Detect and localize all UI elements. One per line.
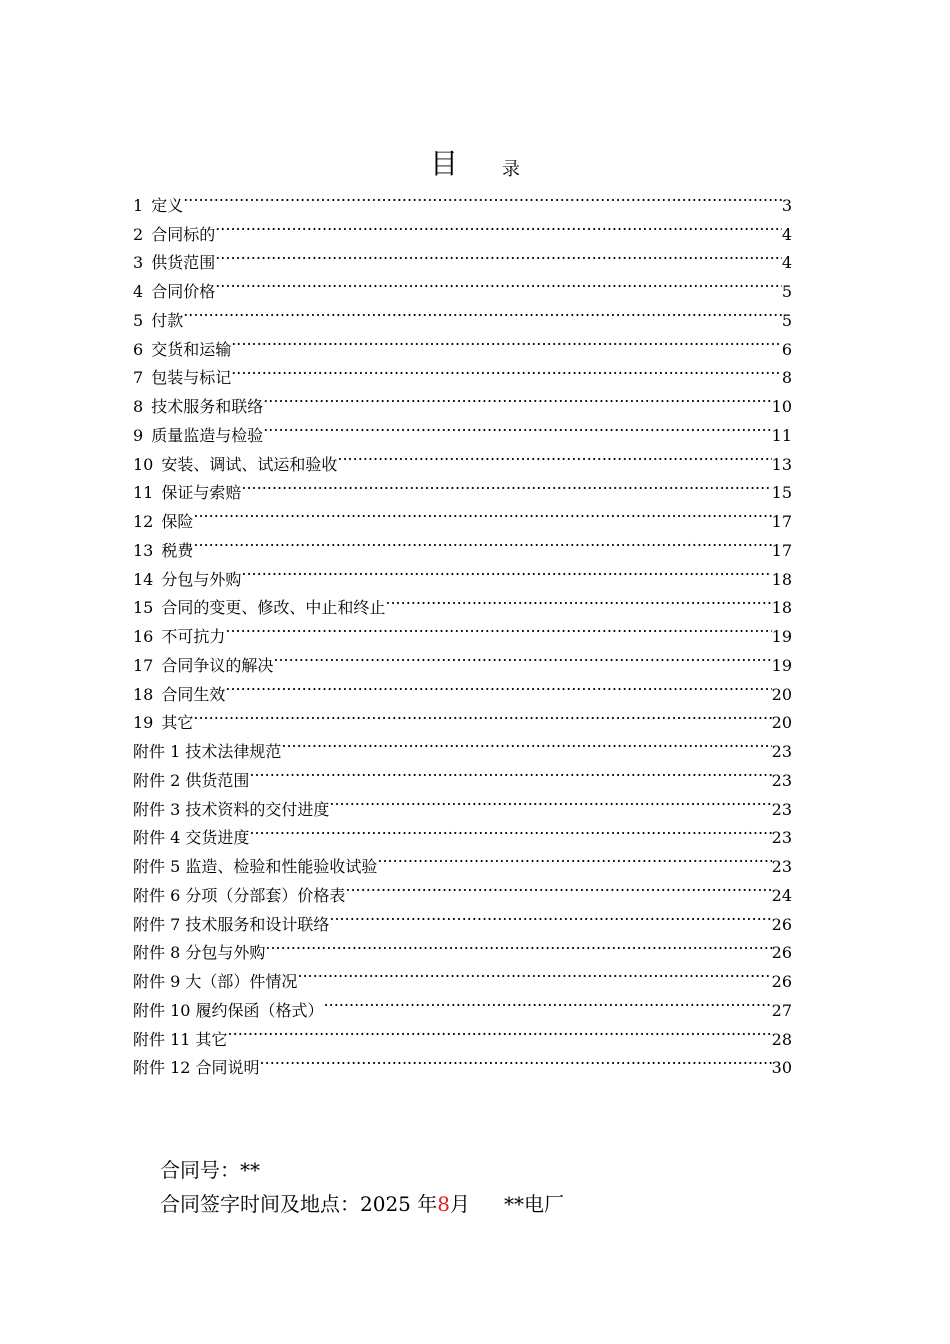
toc-entry-page: 4 xyxy=(781,224,792,244)
toc-entry-page: 23 xyxy=(771,799,792,819)
toc-entry-page: 23 xyxy=(771,770,792,790)
toc-entry-number: 11 xyxy=(133,483,154,503)
toc-entry-page: 20 xyxy=(771,684,792,704)
signing-year: 2025 年 xyxy=(360,1192,438,1216)
toc-dot-leader xyxy=(228,1016,772,1045)
toc-entry-label: 不可抗力 xyxy=(161,627,226,646)
toc-entry-page: 4 xyxy=(781,253,792,273)
toc-entry-label: 付款 xyxy=(151,310,184,330)
toc-dot-leader xyxy=(241,470,771,499)
toc-entry-page: 17 xyxy=(771,540,792,560)
toc-dot-leader xyxy=(263,383,771,412)
toc-entry[interactable] xyxy=(133,182,792,215)
toc-entry-label: 附件 1 技术法律规范 xyxy=(133,742,282,761)
toc-dot-leader xyxy=(385,585,771,614)
toc-entry[interactable] xyxy=(133,613,792,646)
toc-entry-label: 安装、调试、试运和验收 xyxy=(161,454,338,474)
toc-entry[interactable] xyxy=(133,1016,792,1049)
toc-dot-leader xyxy=(345,872,771,901)
toc-dot-leader xyxy=(249,815,771,844)
toc-entry[interactable] xyxy=(133,498,792,531)
toc-entry-label: 合同标的 xyxy=(151,224,216,244)
toc-entry-number: 6 xyxy=(133,339,144,359)
toc-entry-page: 19 xyxy=(771,627,792,646)
toc-dot-leader xyxy=(329,901,771,930)
toc-title-char-1: 目 xyxy=(429,147,458,180)
toc-dot-leader xyxy=(260,1045,772,1074)
toc-entry-number: 2 xyxy=(133,224,144,244)
toc-entry-number: 8 xyxy=(133,397,144,416)
toc-entry-label: 其它 xyxy=(161,713,194,733)
contract-number-line xyxy=(160,1153,564,1187)
toc-dot-leader xyxy=(193,527,771,556)
toc-entry-number: 1 xyxy=(133,195,144,215)
toc-entry-label: 附件 9 大（部）件情况 xyxy=(133,972,298,991)
toc-entry-number: 15 xyxy=(133,598,154,618)
toc-dot-leader xyxy=(241,556,771,585)
toc-entry-number: 4 xyxy=(133,282,144,301)
toc-entry-page: 5 xyxy=(781,282,792,301)
toc-entry[interactable] xyxy=(133,383,792,416)
toc-entry-label: 合同生效 xyxy=(161,684,226,704)
toc-entry[interactable] xyxy=(133,355,792,388)
toc-dot-leader xyxy=(225,671,771,700)
toc-dot-leader xyxy=(281,728,771,757)
toc-entry-number: 10 xyxy=(133,454,154,474)
toc-entry-number: 9 xyxy=(133,425,144,445)
toc-dot-leader xyxy=(225,613,771,642)
toc-dot-leader xyxy=(337,441,771,470)
table-of-contents xyxy=(133,182,792,1078)
toc-entry-number: 13 xyxy=(133,540,154,560)
toc-dot-leader xyxy=(215,240,782,269)
signing-place: **电厂 xyxy=(504,1192,564,1216)
toc-dot-leader xyxy=(215,211,782,240)
contract-info xyxy=(160,1153,564,1221)
toc-entry-label: 附件 3 技术资料的交付进度 xyxy=(133,799,330,819)
toc-entry-page: 15 xyxy=(771,483,792,503)
toc-entry-page: 8 xyxy=(781,368,792,388)
signing-month-suffix: 月 xyxy=(450,1192,470,1216)
toc-entry-label: 附件 5 监造、检验和性能验收试验 xyxy=(133,857,378,876)
toc-entry[interactable] xyxy=(133,326,792,359)
toc-dot-leader xyxy=(249,757,771,786)
toc-entry-number: 7 xyxy=(133,368,144,388)
toc-dot-leader xyxy=(231,326,782,355)
toc-entry-label: 附件 11 其它 xyxy=(133,1029,228,1049)
toc-dot-leader xyxy=(183,182,782,211)
toc-entry-page: 20 xyxy=(771,713,792,733)
toc-entry-number: 12 xyxy=(133,512,154,531)
toc-entry-page: 18 xyxy=(771,569,792,589)
toc-entry-page: 3 xyxy=(781,195,792,215)
signing-label: 合同签字时间及地点： xyxy=(160,1192,360,1216)
toc-entry-label: 合同的变更、修改、中止和终止 xyxy=(161,598,386,618)
toc-entry-page: 10 xyxy=(771,397,792,416)
toc-entry[interactable] xyxy=(133,642,792,675)
toc-entry-page: 28 xyxy=(771,1029,792,1049)
toc-entry-page: 26 xyxy=(771,972,792,991)
toc-entry-page: 26 xyxy=(771,914,792,934)
toc-dot-leader xyxy=(329,786,771,815)
toc-entry[interactable] xyxy=(133,527,792,560)
toc-entry[interactable] xyxy=(133,211,792,244)
toc-entry-label: 分包与外购 xyxy=(161,569,242,589)
signing-info-line xyxy=(160,1187,564,1221)
toc-entry-number: 5 xyxy=(133,310,144,330)
toc-entry-label: 附件 8 分包与外购 xyxy=(133,943,266,963)
toc-entry-label: 包装与标记 xyxy=(151,368,232,388)
toc-title-char-2: 录 xyxy=(502,159,520,180)
toc-entry[interactable] xyxy=(133,728,792,761)
toc-entry-label: 保险 xyxy=(161,512,194,531)
toc-entry-page: 11 xyxy=(771,425,792,445)
toc-entry-label: 附件 10 履约保函（格式） xyxy=(133,1000,324,1020)
toc-dot-leader xyxy=(377,843,771,872)
toc-entry-label: 供货范围 xyxy=(151,253,216,273)
toc-entry[interactable] xyxy=(133,1045,792,1078)
toc-dot-leader xyxy=(273,642,771,671)
toc-entry-page: 5 xyxy=(781,310,792,330)
toc-entry-page: 19 xyxy=(771,655,792,675)
toc-entry-page: 13 xyxy=(771,454,792,474)
toc-entry-label: 合同价格 xyxy=(151,282,216,301)
toc-entry-page: 23 xyxy=(771,828,792,848)
toc-entry-page: 17 xyxy=(771,512,792,531)
toc-dot-leader xyxy=(265,930,771,959)
toc-entry-label: 附件 2 供货范围 xyxy=(133,770,250,790)
toc-entry-page: 30 xyxy=(771,1058,792,1078)
toc-entry[interactable] xyxy=(133,268,792,301)
toc-entry[interactable] xyxy=(133,671,792,704)
toc-dot-leader xyxy=(297,958,771,987)
toc-entry-number: 18 xyxy=(133,684,154,704)
toc-entry[interactable] xyxy=(133,240,792,273)
toc-entry-label: 附件 7 技术服务和设计联络 xyxy=(133,914,330,934)
toc-entry-number: 19 xyxy=(133,713,154,733)
toc-dot-leader xyxy=(193,700,771,729)
toc-entry-number: 16 xyxy=(133,627,154,646)
toc-entry-page: 6 xyxy=(781,339,792,359)
toc-dot-leader xyxy=(215,268,782,297)
toc-entry-label: 附件 12 合同说明 xyxy=(133,1058,260,1078)
toc-entry-label: 附件 6 分项（分部套）价格表 xyxy=(133,885,346,905)
contract-number-label: 合同号： xyxy=(160,1158,240,1182)
toc-entry[interactable] xyxy=(133,297,792,330)
toc-entry-number: 3 xyxy=(133,253,144,273)
toc-entry-page: 23 xyxy=(771,857,792,876)
toc-entry-label: 技术服务和联络 xyxy=(151,397,264,416)
toc-entry-number: 14 xyxy=(133,569,154,589)
toc-entry-page: 18 xyxy=(771,598,792,618)
toc-dot-leader xyxy=(263,412,771,441)
toc-dot-leader xyxy=(324,987,772,1016)
toc-entry-label: 定义 xyxy=(151,195,184,215)
signing-month: 8 xyxy=(437,1192,450,1216)
toc-dot-leader xyxy=(231,355,782,384)
toc-dot-leader xyxy=(183,297,782,326)
toc-entry-label: 保证与索赔 xyxy=(161,483,242,503)
toc-entry-page: 23 xyxy=(771,742,792,761)
contract-number-value: ** xyxy=(240,1158,260,1182)
toc-entry-label: 合同争议的解决 xyxy=(161,655,274,675)
toc-entry-label: 附件 4 交货进度 xyxy=(133,828,250,848)
toc-entry-label: 税费 xyxy=(161,540,194,560)
toc-entry-page: 27 xyxy=(771,1000,792,1020)
toc-dot-leader xyxy=(193,498,771,527)
toc-entry-label: 质量监造与检验 xyxy=(151,425,264,445)
toc-entry-page: 26 xyxy=(771,943,792,963)
toc-entry-label: 交货和运输 xyxy=(151,339,232,359)
toc-entry-number: 17 xyxy=(133,655,154,675)
toc-entry-page: 24 xyxy=(771,885,792,905)
toc-entry[interactable] xyxy=(133,556,792,589)
toc-entry[interactable] xyxy=(133,700,792,733)
